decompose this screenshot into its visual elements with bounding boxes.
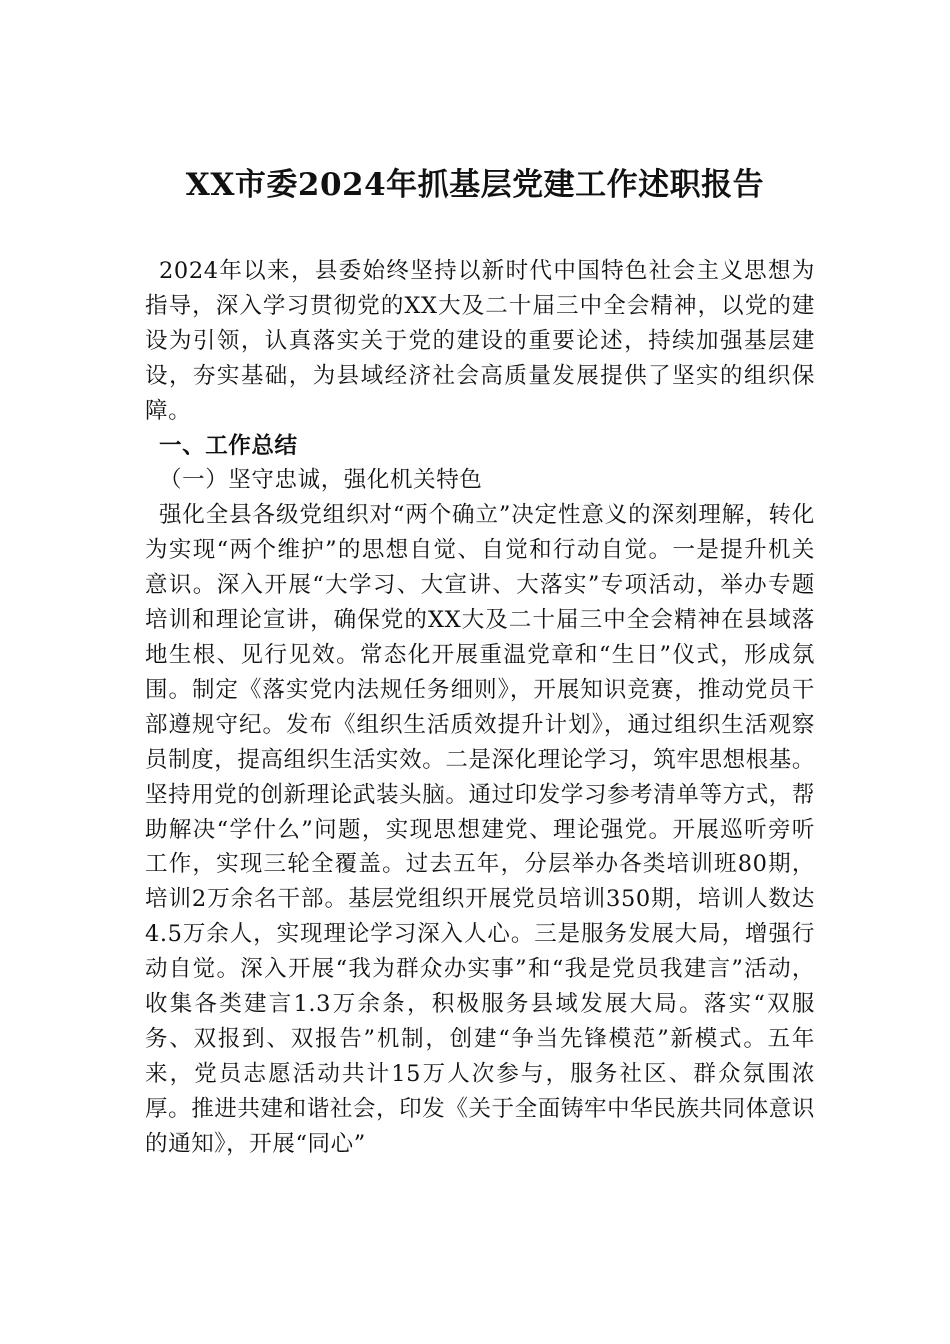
intro-paragraph: 2024年以来，县委始终坚持以新时代中国特色社会主义思想为指导，深入学习贯彻党的XX大及二十届三中全会精神，以党的建设为引领，认真落实关于党的建设的重要论述，持续加强基层建设，夯实基础，为县域经济社会高质量发展提供了坚实的组织保障。 [145,258,815,424]
body-paragraph: 强化全县各级党组织对“两个确立”决定性意义的深刻理解，转化为实现“两个维护”的思想自觉、自觉和行动自觉。一是提升机关意识。深入开展“大学习、大宣讲、大落实”专项活动，举办专题培训和理论宣讲，确保党的XX大及二十届三中全会精神在县域落地生根、见行见效。常态化开展重温党章和“生日”仪式，形成氛围。制定《落实党内法规任务细则》，开展知识竞赛，推动党员干部遵规守纪。发布《组织生活质效提升计划》，通过组织生活观察员制度，提高组织生活实效。二是深化理论学习，筑牢思想根基。坚持用党的创新理论武装头脑。通过印发学习参考清单等方式，帮助解决“学什么”问题，实现思想建党、理论强党。开展巡听旁听工作，实现三轮全覆盖。过去五年，分层举办各类培训班80期，培训2万余名干部。基层党组织开展党员培训350期，培训人数达4.5万余人，实现理论学习深入人心。三是服务发展大局，增强行动自觉。深入开展“我为群众办实事”和“我是党员我建言”活动，收集各类建言1.3万余条，积极服务县域发展大局。落实“双服务、双报到、双报告”机制，创建“争当先锋模范”新模式。五年来，党员志愿活动共计15万人次参与，服务社区、群众氛围浓厚。推进共建和谐社会，印发《关于全面铸牢中华民族共同体意识的通知》，开展“同心” [145,502,815,1157]
document-body [145,254,815,1162]
subsection-heading-loyalty: （一）坚守忠诚，强化机关特色 [159,467,483,494]
section-heading-work-summary: 一、工作总结 [159,432,298,459]
document-title: XX市委2024年抓基层党建工作述职报告 [185,167,765,203]
